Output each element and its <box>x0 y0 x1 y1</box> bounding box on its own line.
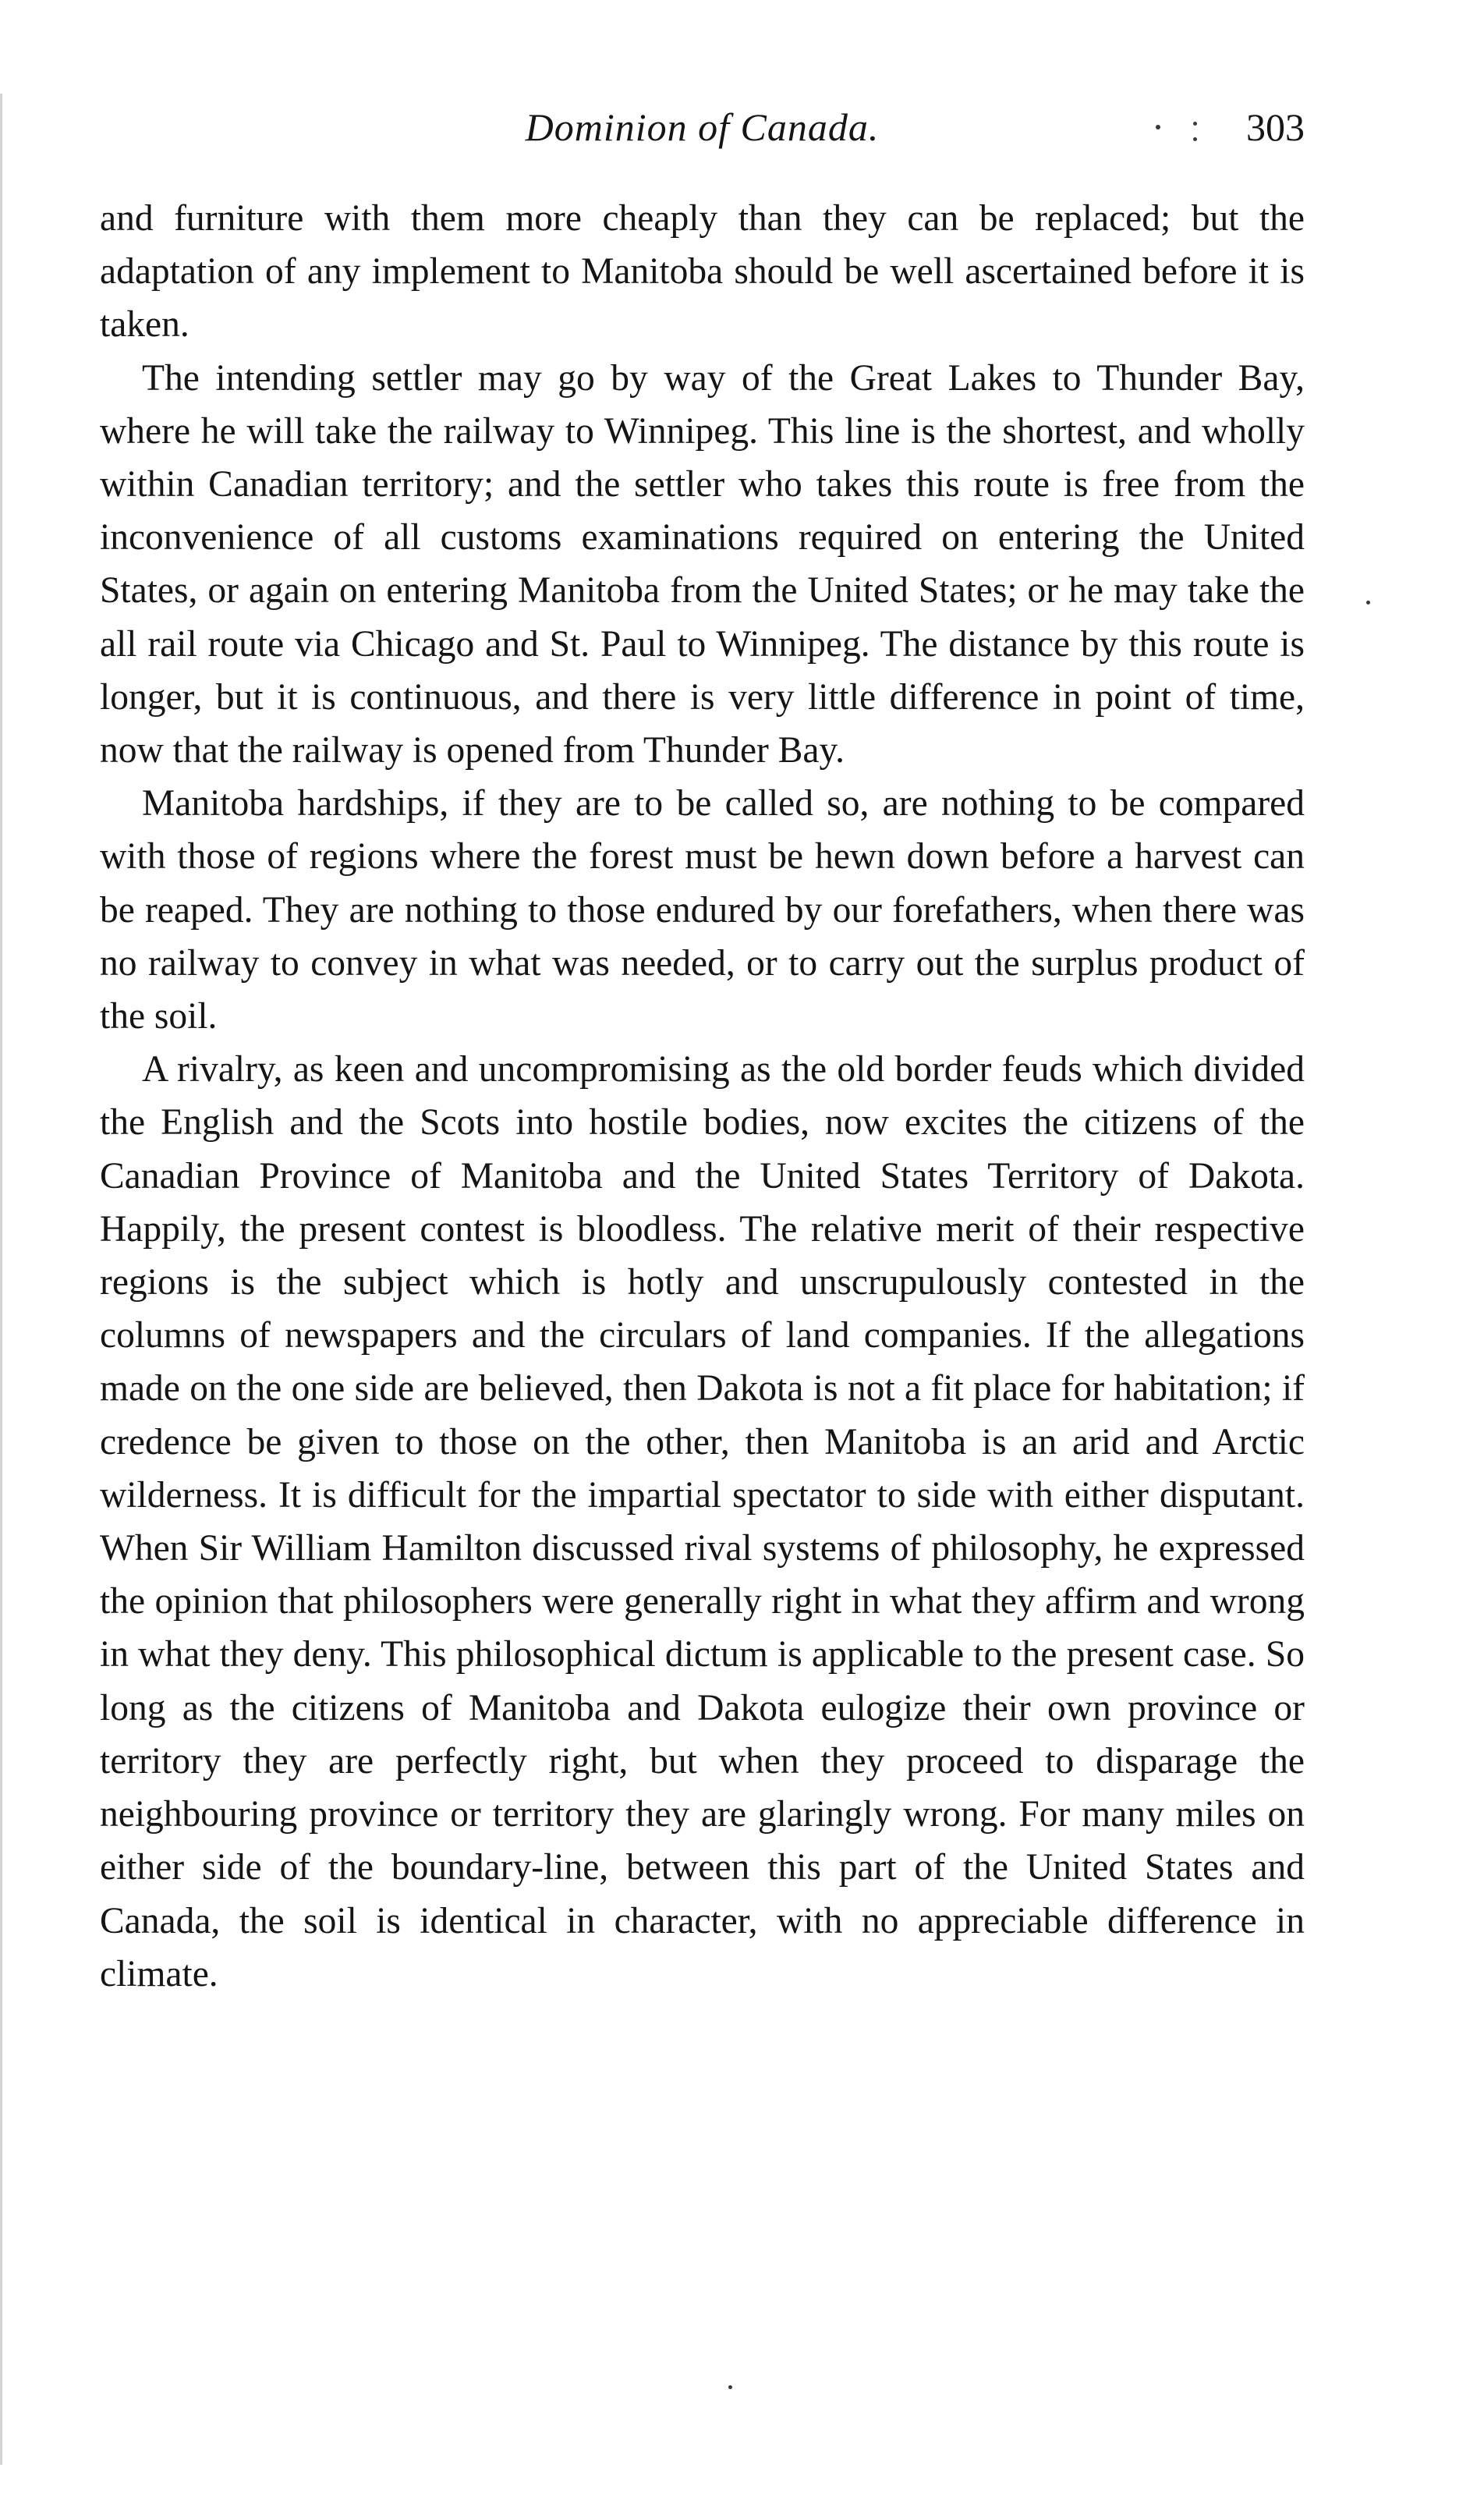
ink-speck <box>728 2385 732 2389</box>
page-edge-rule <box>0 94 2 2465</box>
ink-speck <box>1156 125 1160 129</box>
body-text <box>100 192 1305 2001</box>
paragraph: and furniture with them more cheaply than they can be replaced; but the adaptation of any implement to Manitoba should be well ascertained before it is taken. <box>100 198 1305 346</box>
paragraph: A rivalry, as keen and uncompromising as the old border feuds which divided the English and the Scots into hostile bodies, now excites the citizens of the Canadian Province of Manitoba and the United States Territory of Dakota. Happily, the present contest is bloodless. The relative merit of their respective regions is the subject which is hotly and unscrupulously contested in the columns of newspapers and the circulars of land companies. If the allegations made on the one side are believed, then Dakota is not a fit place for habitation; if credence be given to those on the other, then Manitoba is an arid and Arctic wilderness. It is difficult for the impartial spectator to side with either disputant. When Sir William Hamilton discussed rival systems of philosophy, he expressed the opinion that philosophers were generally right in what they affirm and wrong in what they deny. This philosophical dictum is applicable to the present case. So long as the citizens of Manitoba and Dakota eulogize their own province or territory they are perfectly right, but when they proceed to disparage the neighbouring province or territory they are glaringly wrong. For many miles on either side of the boundary-line, between this part of the United States and Canada, the soil is identical in character, with no appreciable difference in climate. <box>100 1049 1305 1994</box>
page-number: 303 <box>1246 105 1305 149</box>
paragraph: Manitoba hardships, if they are to be called so, are nothing to be compared with those of regions where the forest must be hewn down before a harvest can be reaped. They are nothing to those endured by our forefathers, when there was no railway to convey in what was needed, or to carry out the surplus product of the soil. <box>100 783 1305 1037</box>
ink-speck <box>1193 137 1197 141</box>
paragraph: The intending settler may go by way of the Great Lakes to Thunder Bay, where he will take the railway to Winnipeg. This line is the shortest, and wholly within Canadian territory; and the settler who takes this route is free from the inconvenience of all customs examinations required on entering the United States, or again on entering Manitoba from the United States; or he may take the all rail route via Chicago and St. Paul to Winnipeg. The distance by this route is longer, but it is continuous, and there is very little difference in point of time, now that the railway is opened from Thunder Bay. <box>100 357 1305 771</box>
running-title: Dominion of Canada. <box>525 105 880 149</box>
ink-speck <box>1193 122 1197 126</box>
ink-speck <box>1366 601 1370 604</box>
running-head <box>100 100 1305 154</box>
